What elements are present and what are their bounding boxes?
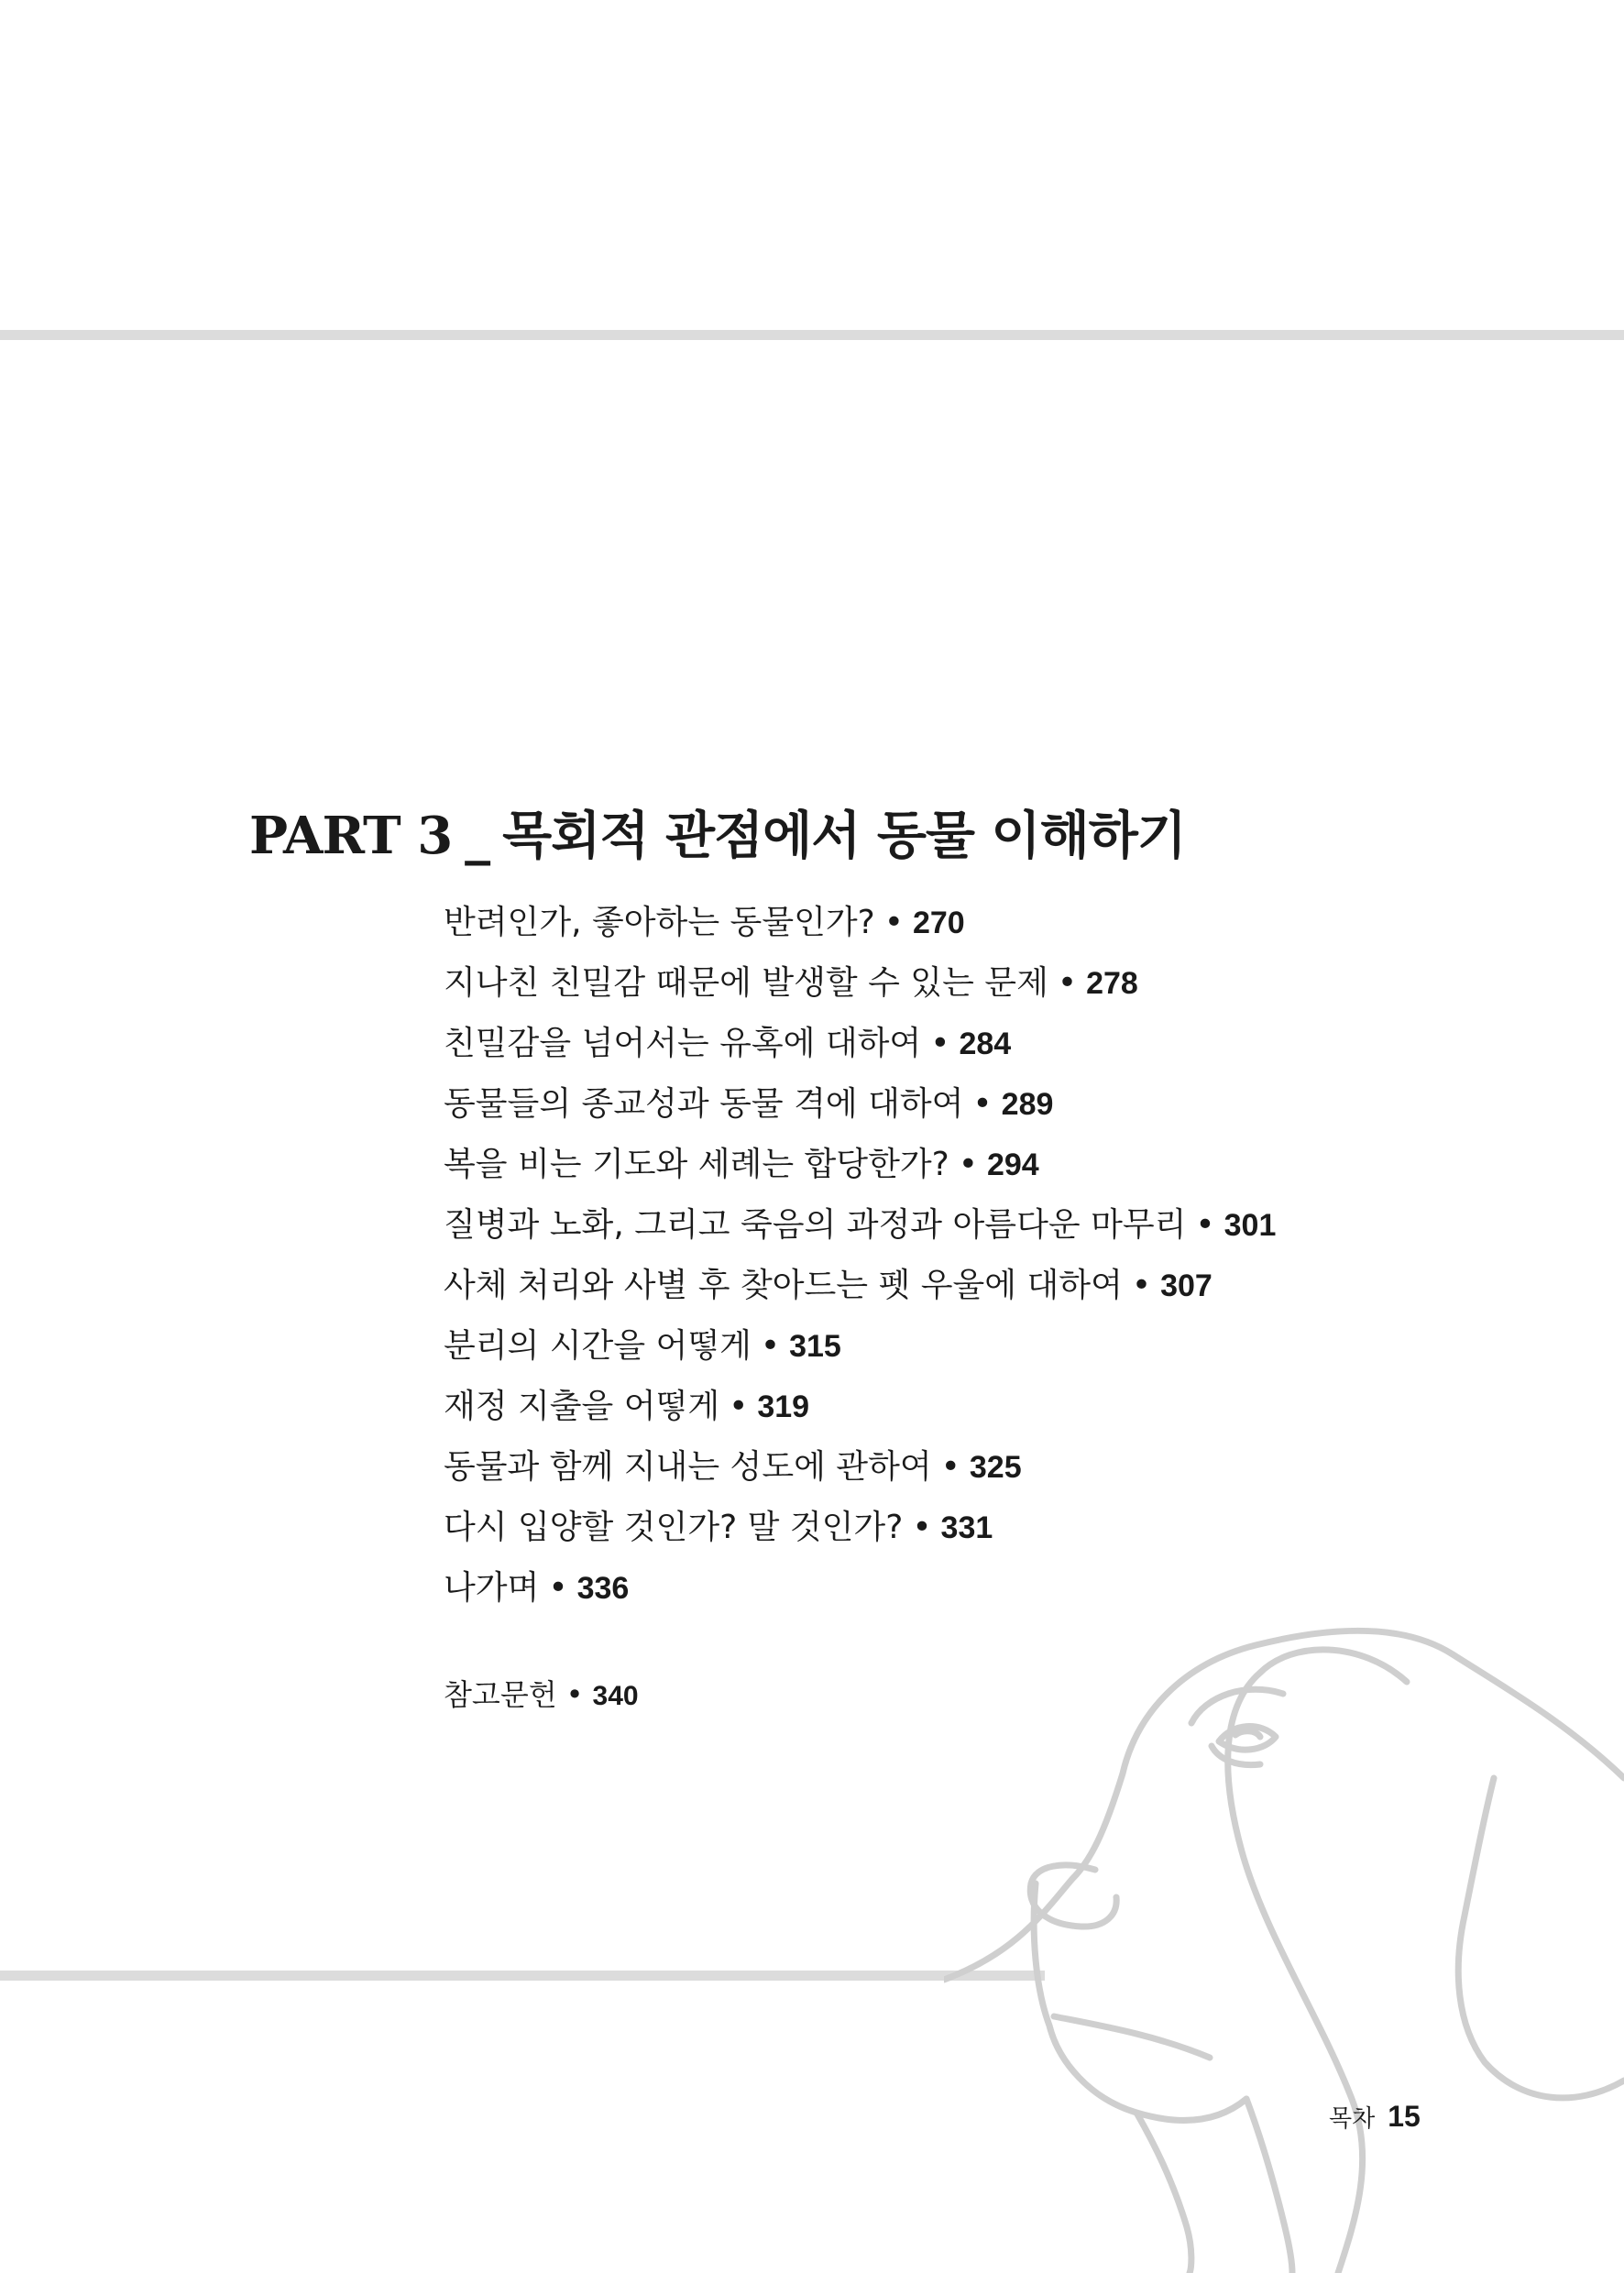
- toc-item-page: 294: [986, 1147, 1039, 1182]
- toc-item[interactable]: [444, 893, 1276, 953]
- top-divider: [0, 330, 1624, 340]
- toc-item-title: 친밀감을 넘어서는 유혹에 대하여: [444, 1025, 922, 1062]
- references-page: 340: [592, 1681, 639, 1711]
- toc-item-title: 분리의 시간을 어떻게: [444, 1327, 752, 1365]
- toc-item-page: 331: [940, 1510, 993, 1545]
- toc-item[interactable]: [444, 1377, 1276, 1437]
- bullet-icon: •: [1131, 1267, 1152, 1304]
- toc-item-page: 270: [912, 906, 965, 940]
- toc-item-title: 동물과 함께 지내는 성도에 관하여: [444, 1448, 932, 1486]
- toc-item-page: 289: [1001, 1087, 1054, 1122]
- toc-item-title: 나가며: [444, 1569, 540, 1607]
- toc-item[interactable]: [444, 1195, 1276, 1256]
- bullet-icon: •: [958, 1146, 978, 1183]
- toc-item-title: 반려인가, 좋아하는 동물인가?: [444, 904, 875, 941]
- toc-item-title: 재정 지출을 어떻게: [444, 1388, 720, 1425]
- toc-item-page: 315: [789, 1329, 841, 1364]
- toc-item[interactable]: [444, 1074, 1276, 1135]
- bullet-icon: •: [930, 1025, 950, 1062]
- toc-item[interactable]: [444, 953, 1276, 1014]
- toc-item-title: 사체 처리와 사별 후 찾아드는 펫 우울에 대하여: [444, 1267, 1123, 1304]
- toc-item-title: 질병과 노화, 그리고 죽음의 과정과 아름다운 마무리: [444, 1206, 1187, 1244]
- part-title: 목회적 관점에서 동물 이해하기: [502, 806, 1186, 866]
- toc-item[interactable]: [444, 1014, 1276, 1074]
- bullet-icon: •: [883, 904, 904, 941]
- page-number: 15: [1388, 2100, 1421, 2133]
- bullet-icon: •: [729, 1388, 749, 1425]
- toc-item-page: 278: [1086, 966, 1138, 1001]
- bullet-icon: •: [565, 1677, 584, 1712]
- toc-item-title: 동물들의 종교성과 동물 격에 대하여: [444, 1085, 964, 1123]
- bullet-icon: •: [972, 1085, 993, 1123]
- references-title: 참고문헌: [444, 1677, 557, 1712]
- part-label: PART 3: [249, 806, 453, 866]
- toc-item[interactable]: [444, 1498, 1276, 1558]
- bullet-icon: •: [912, 1509, 932, 1546]
- toc-item-title: 지나친 친밀감 때문에 발생할 수 있는 문제: [444, 964, 1048, 1002]
- bullet-icon: •: [1057, 964, 1078, 1002]
- dog-head-icon: [944, 1586, 1624, 2273]
- bullet-icon: •: [940, 1448, 960, 1486]
- toc-item[interactable]: [444, 1256, 1276, 1316]
- part-separator: _: [465, 806, 490, 866]
- page-footer: [1329, 2093, 1421, 2139]
- toc-item-page: 336: [576, 1571, 630, 1606]
- toc-item-page: 301: [1223, 1208, 1277, 1243]
- toc-item[interactable]: [444, 1135, 1276, 1195]
- toc-list: [444, 893, 1276, 1619]
- part-heading: [249, 799, 1186, 873]
- bullet-icon: •: [1195, 1206, 1215, 1244]
- references-entry[interactable]: [444, 1664, 639, 1725]
- toc-item-title: 복을 비는 기도와 세례는 합당한가?: [444, 1146, 949, 1183]
- bullet-icon: •: [760, 1327, 781, 1365]
- footer-section-label: 목차: [1329, 2105, 1376, 2133]
- toc-item-page: 284: [959, 1027, 1012, 1061]
- toc-item-title: 다시 입양할 것인가? 말 것인가?: [444, 1509, 904, 1546]
- toc-item-page: 325: [969, 1450, 1022, 1485]
- toc-item[interactable]: [444, 1437, 1276, 1498]
- bullet-icon: •: [548, 1569, 568, 1607]
- bottom-divider: [0, 1971, 1045, 1981]
- toc-item[interactable]: [444, 1316, 1276, 1377]
- toc-item-page: 307: [1160, 1268, 1213, 1303]
- toc-item-page: 319: [757, 1389, 810, 1424]
